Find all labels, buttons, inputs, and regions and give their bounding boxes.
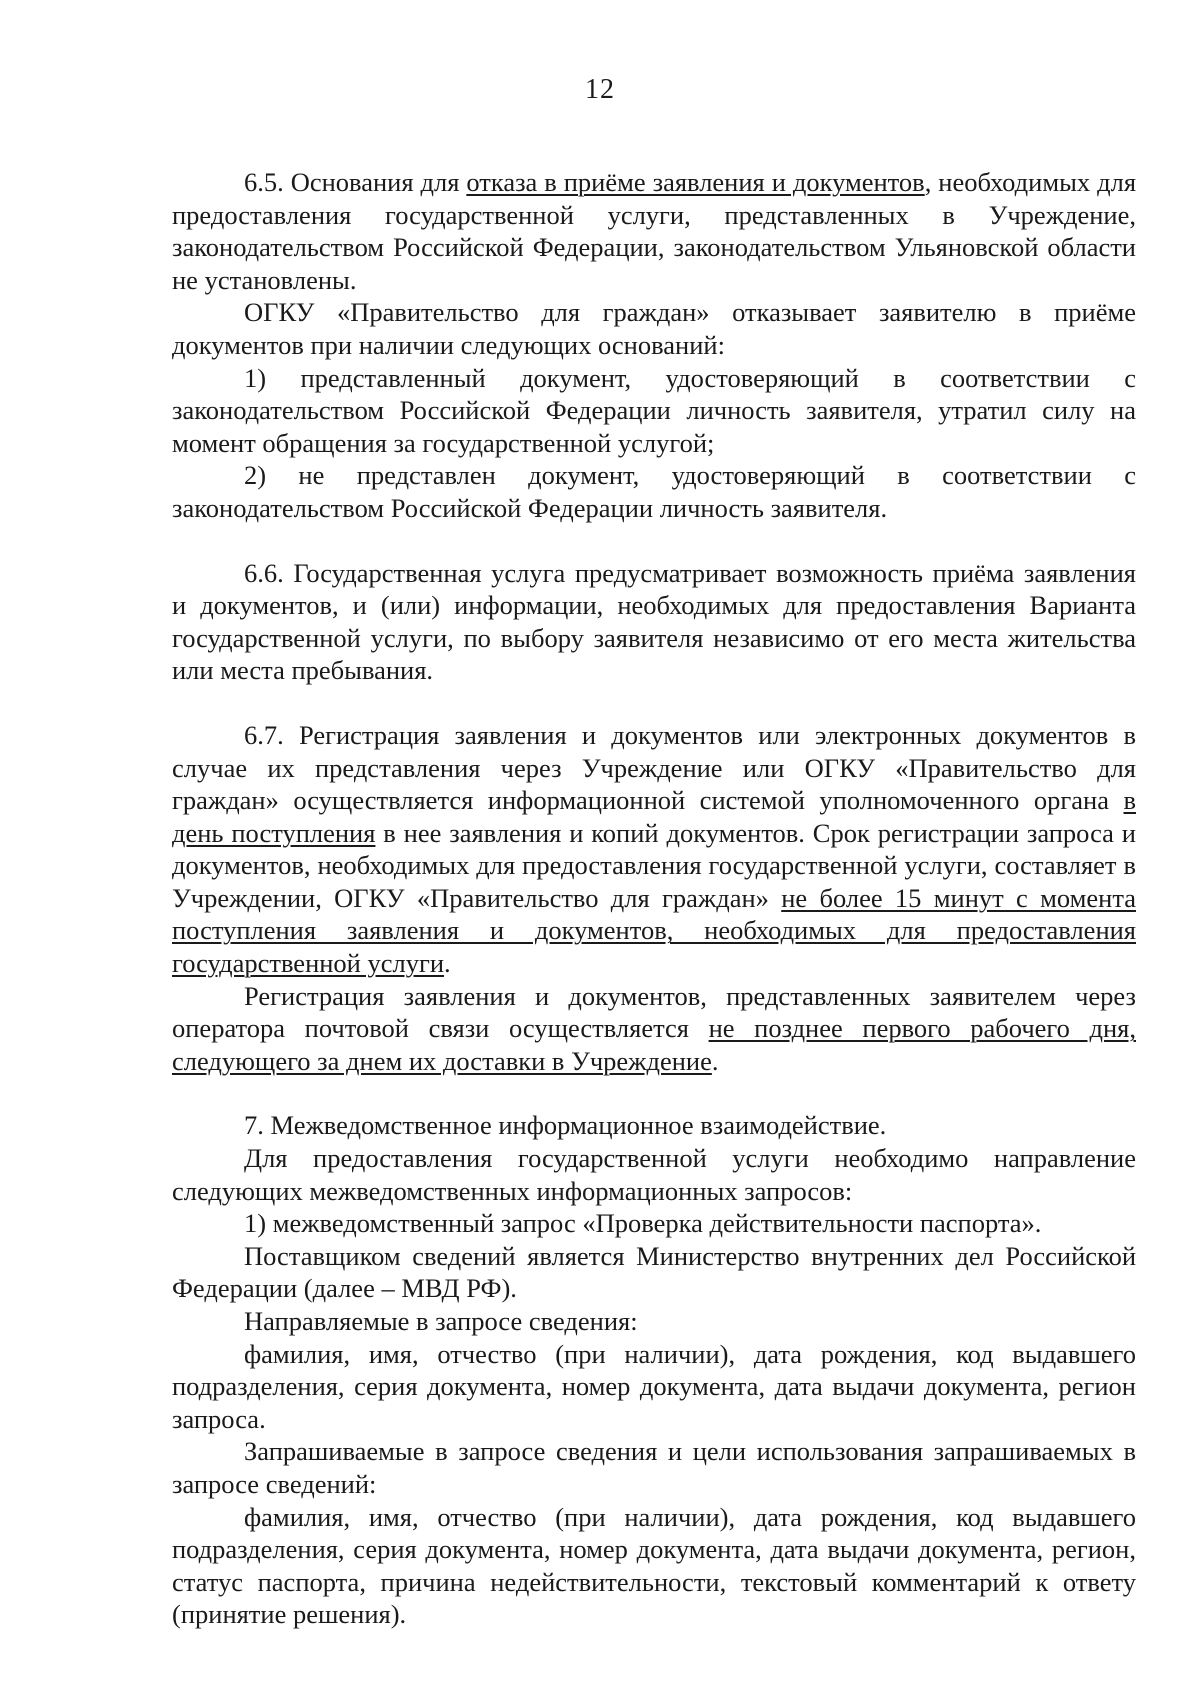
paragraph-sent-data-label: Направляемые в запросе сведения: — [244, 1306, 638, 1336]
section-7-heading: 7. Межведомственное информационное взаимодействие. — [244, 1110, 887, 1141]
underlined-text: в день поступления — [172, 785, 1136, 848]
document-body — [172, 166, 1136, 1631]
text-run: . — [711, 1045, 719, 1076]
list-item-1: 1) межведомственный запрос «Проверка действительности паспорта». — [244, 1208, 1042, 1239]
page-number: 12 — [585, 74, 615, 105]
text-run: Основания для — [290, 167, 467, 197]
list-item-1: 1) представленный документ, удостоверяющий в соответствии с законодательством Российской Федерации личность заявителя, утратил силу на момент обращения за государственной услугой; — [172, 362, 1136, 458]
underlined-text: отказа в приёме заявления и документов — [466, 167, 925, 197]
paragraph-7-intro: Для предоставления государственной услуги необходимо направление следующих межведомственных информационных запросов: — [172, 1143, 1136, 1206]
paragraph-6-5-refusal: ОГКУ «Правительство для граждан» отказывает заявителю в приёме документов при наличии следующих оснований: — [172, 297, 1136, 360]
paragraph-6-7-postal — [172, 980, 1136, 1078]
text-run: Регистрация заявления и документов, представленных заявителем через оператора почтовой связи осуществляется — [172, 980, 1136, 1044]
underlined-text: не позднее первого рабочего дня, следующего за днем их доставки в Учреждение — [172, 1013, 1136, 1076]
paragraph-requested-data: фамилия, имя, отчество (при наличии), дата рождения, код выдавшего подразделения, серия документа, номер документа, дата выдачи документа, регион, статус паспорта, причина недействительности, текстовый комментарий к ответу (принятие решения). — [172, 1501, 1136, 1630]
text-run: 6.7. Регистрация заявления и документов или электронных документов в случае их представления через Учреждение или ОГКУ «Правительство для граждан» осуществляется информационной системой уполномоченного органа — [172, 719, 1136, 816]
list-item-2: 2) не представлен документ, удостоверяющий в соответствии с законодательством Российской Федерации личность заявителя. — [172, 460, 1136, 523]
paragraph-requested-data-label: Запрашиваемые в запросе сведения и цели использования запрашиваемых в запросе сведений: — [172, 1436, 1136, 1499]
section-number: 6.5. — [244, 167, 284, 197]
text-run: в нее заявления и копий документов. Срок регистрации запроса и документов, необходимых для предоставления государственной услуги, составляет в Учреждении, ОГКУ «Правительство для граждан» — [172, 817, 1136, 913]
paragraph-6-7 — [172, 719, 1136, 980]
text-run: , необходимых для предоставления государственной услуги, представленных в Учреждение, законодательством Российской Федерации, законодательством Ульяновской области не установлены. — [172, 167, 1137, 295]
paragraph-provider: Поставщиком сведений является Министерство внутренних дел Российской Федерации (далее – МВД РФ). — [172, 1240, 1136, 1304]
text-run: . — [444, 948, 451, 979]
underlined-text: не более 15 минут с момента поступления заявления и документов, необходимых для предоставления государственной услуги — [172, 882, 1136, 979]
paragraph-6-6: 6.6. Государственная услуга предусматривает возможность приёма заявления и документов, и (или) информации, необходимых для предоставления Варианта государственной услуги, по выбору заявителя независимо от его места жительства или места пребывания. — [172, 557, 1136, 686]
paragraph-6-5 — [172, 166, 1136, 296]
paragraph-sent-data: фамилия, имя, отчество (при наличии), дата рождения, код выдавшего подразделения, серия документа, номер документа, дата выдачи документа, регион запроса. — [172, 1338, 1136, 1434]
